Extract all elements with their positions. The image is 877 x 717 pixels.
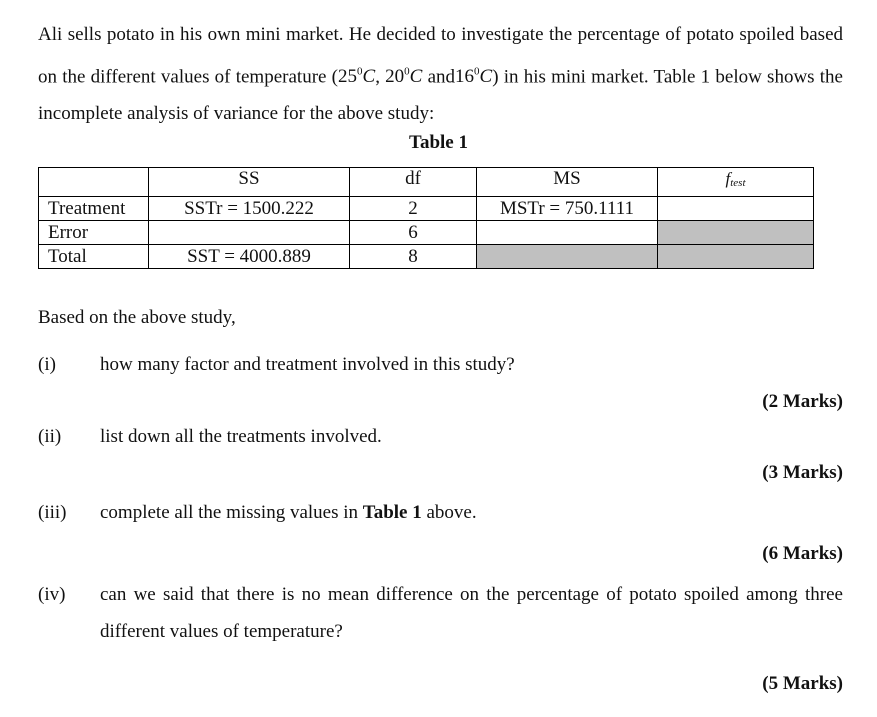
temp-3: $16^0C$ [455, 65, 493, 87]
header-ftest: $f_{test}$ [658, 168, 814, 197]
cell-df: 8 [350, 245, 477, 269]
cell-ms [477, 221, 658, 245]
table-header-row [39, 168, 814, 197]
question-number: (i) [38, 354, 56, 375]
cell-f-shaded [658, 221, 814, 245]
question-number: (ii) [38, 426, 62, 447]
lead-text: Based on the above study, [38, 307, 236, 328]
cell-f [658, 197, 814, 221]
question-number: (iv) [38, 584, 66, 605]
intro-paragraph: Ali sells potato in his own mini market. He decided to investigate the percentage of potato spoiled based on the different values of temperature ($25^0C$, $20^0C$ $and16^0C$) in his mini market. Table 1 below shows the incomplete analysis of variance for the above study: [38, 24, 843, 125]
intro-text-1: Ali sells potato in his own mini market. He decided to investigate the percentage of potato spoiled based on the different values of temperature ( [38, 24, 843, 87]
table-row [39, 197, 814, 221]
temp-1: $25^0C$ [338, 65, 376, 87]
header-blank [39, 168, 149, 197]
question-text: how many factor and treatment involved in this study? [100, 354, 515, 375]
cell-f-shaded [658, 245, 814, 269]
row-label: Total [39, 245, 149, 269]
cell-ss: SST = 4000.889 [149, 245, 350, 269]
question-number: (iii) [38, 502, 67, 523]
cell-df: 6 [350, 221, 477, 245]
question-text: complete all the missing values in Table 1 above. [100, 502, 477, 523]
marks: (2 Marks) [762, 391, 843, 412]
marks: (6 Marks) [762, 543, 843, 564]
row-label: Error [39, 221, 149, 245]
cell-df: 2 [350, 197, 477, 221]
cell-ss: SSTr = 1500.222 [149, 197, 350, 221]
and-word: and [427, 65, 455, 87]
table-title: Table 1 [409, 132, 468, 153]
anova-table [38, 167, 814, 269]
intro-text-2: ) in his mini market. Table 1 below shows the incomplete analysis of variance for the above study: [38, 65, 843, 125]
question-text: list down all the treatments involved. [100, 426, 382, 447]
table-row [39, 221, 814, 245]
header-df: df [350, 168, 477, 197]
marks: (5 Marks) [762, 673, 843, 694]
marks: (3 Marks) [762, 462, 843, 483]
header-ms: MS [477, 168, 658, 197]
cell-ms: MSTr = 750.1111 [477, 197, 658, 221]
table-row [39, 245, 814, 269]
cell-ss [149, 221, 350, 245]
question-text: can we said that there is no mean difference on the percentage of potato spoiled among three different values of temperature? [100, 584, 843, 642]
cell-ms-shaded [477, 245, 658, 269]
temp-2: $20^0C$ [385, 65, 423, 87]
header-ss: SS [149, 168, 350, 197]
row-label: Treatment [39, 197, 149, 221]
